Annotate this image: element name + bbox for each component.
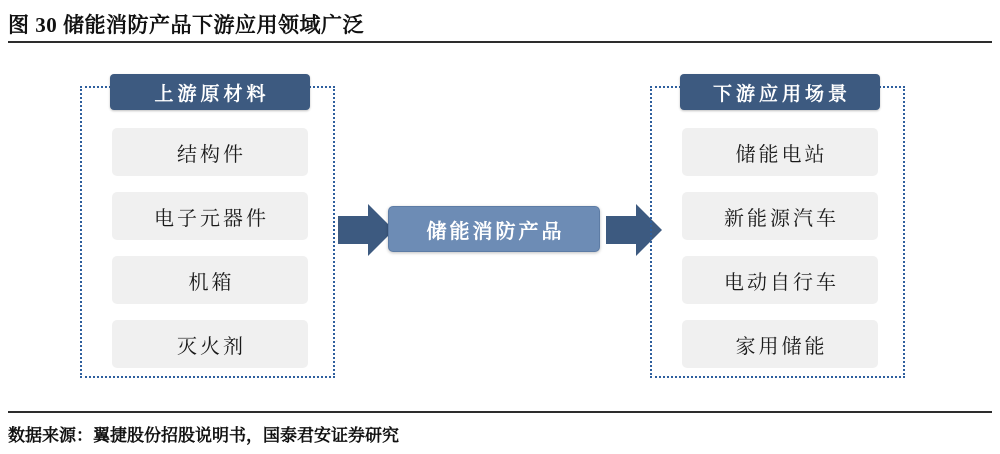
figure-title	[8, 6, 992, 42]
arrow-upstream-to-center-icon	[338, 204, 394, 256]
upstream-item-0: 结构件	[112, 128, 308, 176]
upstream-item-1: 电子元器件	[112, 192, 308, 240]
upstream-item-3: 灭火剂	[112, 320, 308, 368]
downstream-item-0: 储能电站	[682, 128, 878, 176]
downstream-item-1: 新能源汽车	[682, 192, 878, 240]
figure-source: 数据来源：翼捷股份招股说明书，国泰君安证券研究	[8, 426, 399, 445]
title-divider	[8, 41, 992, 43]
upstream-item-2: 机箱	[112, 256, 308, 304]
downstream-item-2: 电动自行车	[682, 256, 878, 304]
figure-title-text: 图 30 储能消防产品下游应用领域广泛	[8, 13, 364, 37]
downstream-item-3: 家用储能	[682, 320, 878, 368]
footer-divider	[8, 411, 992, 413]
upstream-header: 上游原材料	[110, 74, 310, 110]
flow-diagram	[0, 48, 1000, 408]
downstream-header: 下游应用场景	[680, 74, 880, 110]
center-product-node: 储能消防产品	[388, 206, 600, 252]
